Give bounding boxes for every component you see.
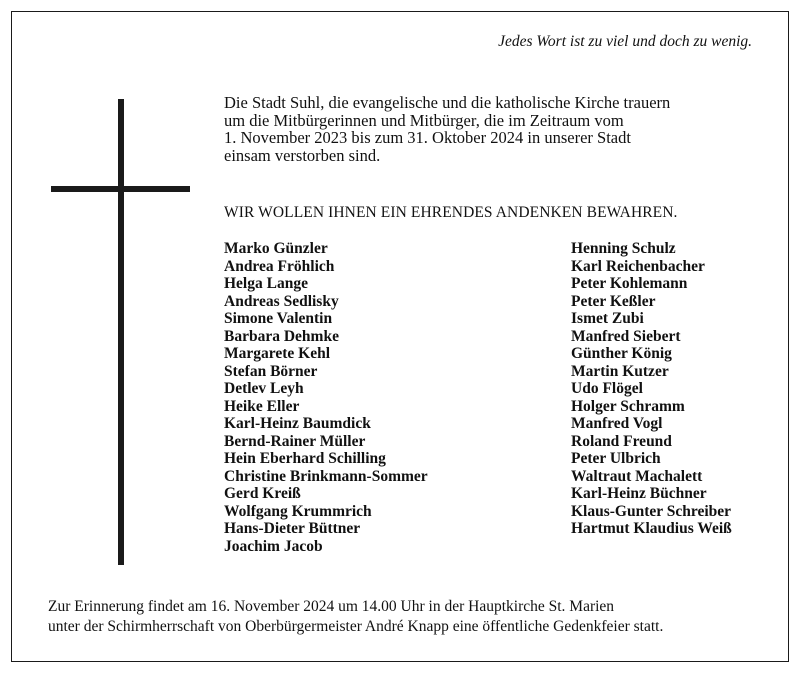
name-item: Karl-Heinz Baumdick (224, 415, 371, 432)
name-item: Gerd Kreiß (224, 485, 301, 502)
name-item: Udo Flögel (571, 380, 643, 397)
name-item: Manfred Siebert (571, 327, 681, 345)
name-item: Martin Kutzer (571, 362, 669, 380)
names-list-left (224, 240, 428, 555)
name-item: Hein Eberhard Schilling (224, 450, 386, 467)
name-item: Manfred Vogl (571, 415, 663, 432)
name-item: Waltraut Machalett (571, 467, 703, 485)
name-item: Peter Kohlemann (571, 275, 688, 292)
tribute-heading: WIR WOLLEN IHNEN EIN EHRENDES ANDENKEN BEWAHREN. (224, 204, 678, 221)
name-item: Simone Valentin (224, 310, 333, 327)
name-item: Helga Lange (224, 275, 308, 292)
intro-paragraph (224, 94, 764, 164)
name-item: Ismet Zubi (571, 310, 644, 327)
name-item: Peter Ulbrich (571, 450, 661, 467)
name-item: Margarete Kehl (224, 345, 331, 362)
name-item: Marko Günzler (224, 240, 328, 257)
name-item: Andreas Sedlisky (224, 292, 339, 310)
motto-quote: Jedes Wort ist zu viel und doch zu wenig. (498, 33, 752, 50)
name-item: Karl Reichenbacher (571, 257, 705, 275)
intro-line: Die Stadt Suhl, die evangelische und die katholische Kirche trauern (224, 93, 671, 112)
name-item: Wolfgang Krummrich (224, 502, 372, 520)
cross-vertical-bar (118, 99, 124, 565)
name-item: Andrea Fröhlich (224, 257, 335, 275)
name-item: Henning Schulz (571, 240, 676, 257)
name-item: Hans-Dieter Büttner (224, 520, 361, 537)
name-item: Heike Eller (224, 397, 300, 415)
name-item: Klaus-Gunter Schreiber (571, 502, 732, 520)
name-item: Karl-Heinz Büchner (571, 485, 707, 502)
name-item: Stefan Börner (224, 362, 318, 380)
name-item: Roland Freund (571, 432, 672, 450)
name-item: Detlev Leyh (224, 380, 304, 397)
name-item: Hartmut Klaudius Weiß (571, 520, 732, 537)
name-item: Holger Schramm (571, 397, 685, 415)
cross-horizontal-bar (51, 186, 190, 192)
name-item: Bernd-Rainer Müller (224, 432, 366, 450)
intro-line: 1. November 2023 bis zum 31. Oktober 2024 in unserer Stadt (224, 128, 631, 147)
closing-line: Zur Erinnerung findet am 16. November 2024 um 14.00 Uhr in der Hauptkirche St. Marien (48, 598, 615, 615)
name-item: Barbara Dehmke (224, 327, 339, 345)
name-item: Günther König (571, 345, 672, 362)
name-item: Christine Brinkmann-Sommer (224, 467, 428, 485)
names-list-right (571, 240, 732, 538)
intro-line: um die Mitbürgerinnen und Mitbürger, die im Zeitraum vom (224, 110, 624, 130)
name-item: Joachim Jacob (224, 537, 323, 555)
intro-line: einsam verstorben sind. (224, 145, 381, 165)
closing-line: unter der Schirmherrschaft von Oberbürgermeister André Knapp eine öffentliche Gedenkfeier statt. (48, 618, 664, 635)
name-item: Peter Keßler (571, 292, 656, 310)
closing-paragraph (48, 597, 663, 637)
